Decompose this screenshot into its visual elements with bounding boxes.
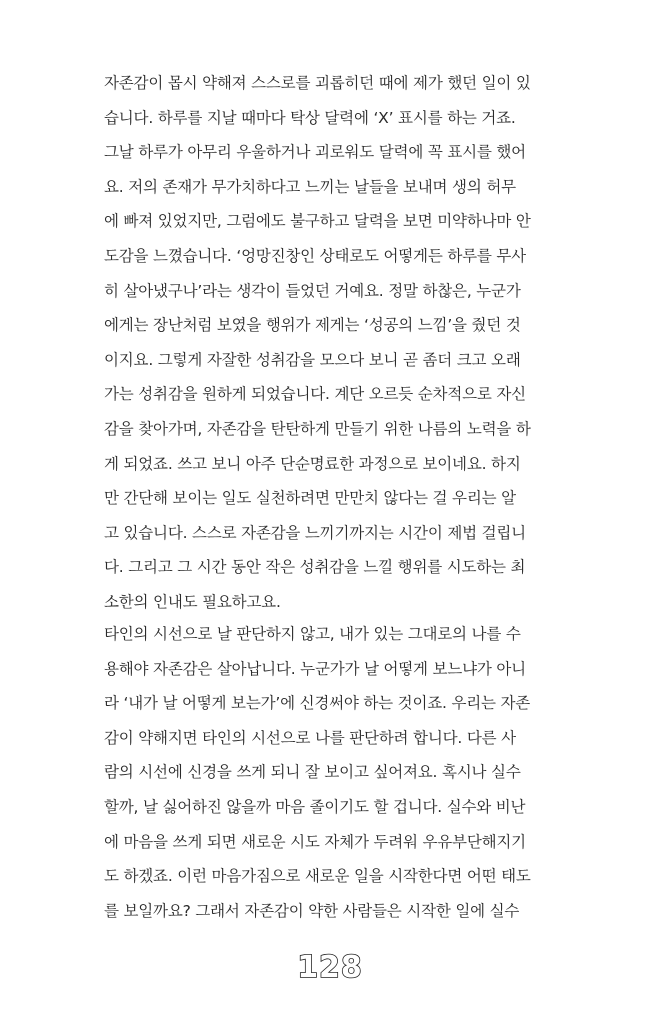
text-line: 할까, 날 싫어하진 않을까 마음 졸이기도 할 겁니다. 실수와 비난 [104, 797, 526, 816]
text-line: 자존감이 몹시 약해져 스스로를 괴롭히던 때에 제가 했던 일이 있 [104, 74, 531, 92]
text-line: 용해야 자존감은 살아납니다. 누군가가 날 어떻게 보느냐가 아니 [104, 659, 526, 678]
text-line: 감을 찾아가며, 자존감을 탄탄하게 만들기 위한 나름의 노력을 하 [104, 419, 531, 438]
text-line: 소한의 인내도 필요하고요. [104, 592, 281, 611]
text-line: 다. 그리고 그 시간 동안 작은 성취감을 느낄 행위를 시도하는 최 [104, 558, 526, 577]
text-line: 에 마음을 쓰게 되면 새로운 시도 자체가 두려워 우유부단해지기 [104, 832, 526, 851]
paragraph-1 [104, 66, 572, 620]
paragraph-2 [104, 617, 572, 928]
text-line: 그날 하루가 아무리 우울하거나 괴로워도 달력에 꼭 표시를 했어 [104, 143, 526, 162]
text-line: 요. 저의 존재가 무가치하다고 느끼는 날들을 보내며 생의 허무 [104, 177, 516, 196]
text-line: 이지요. 그렇게 자잘한 성취감을 모으다 보니 곧 좀더 크고 오래 [104, 350, 521, 369]
text-line: 가는 성취감을 원하게 되었습니다. 계단 오르듯 순차적으로 자신 [104, 385, 526, 404]
text-line: 에게는 장난처럼 보였을 행위가 제게는 ‘성공의 느낌’을 줬던 것 [104, 316, 521, 335]
text-line: 게 되었죠. 쓰고 보니 아주 단순명료한 과정으로 보이네요. 하지 [104, 454, 521, 473]
text-line: 고 있습니다. 스스로 자존감을 느끼기까지는 시간이 제법 걸립니 [104, 523, 526, 542]
text-line: 히 살아냈구나’라는 생각이 들었던 거예요. 정말 하찮은, 누군가 [104, 281, 521, 300]
text-line: 에 빠져 있었지만, 그럼에도 불구하고 달력을 보면 미약하나마 안 [104, 212, 531, 231]
page-number: 128 [297, 950, 363, 985]
text-line: 라 ‘내가 날 어떻게 보는가’에 신경써야 하는 것이죠. 우리는 자존 [104, 694, 531, 713]
text-line: 람의 시선에 신경을 쓰게 되니 잘 보이고 싶어져요. 혹시나 실수 [104, 763, 521, 782]
text-line: 만 간단해 보이는 일도 실천하려면 만만치 않다는 걸 우리는 알 [104, 489, 516, 508]
text-line: 를 보일까요? 그래서 자존감이 약한 사람들은 시작한 일에 실수 [104, 901, 520, 920]
text-line: 감이 약해지면 타인의 시선으로 나를 판단하려 합니다. 다른 사 [104, 728, 516, 747]
text-line: 도 하겠죠. 이런 마음가짐으로 새로운 일을 시작한다면 어떤 태도 [104, 867, 531, 886]
text-line: 습니다. 하루를 지날 때마다 탁상 달력에 ‘X’ 표시를 하는 거죠. [104, 108, 516, 127]
text-line: 타인의 시선으로 날 판단하지 않고, 내가 있는 그대로의 나를 수 [104, 625, 521, 643]
text-line: 도감을 느꼈습니다. ‘엉망진창인 상태로도 어떻게든 하루를 무사 [104, 246, 526, 265]
